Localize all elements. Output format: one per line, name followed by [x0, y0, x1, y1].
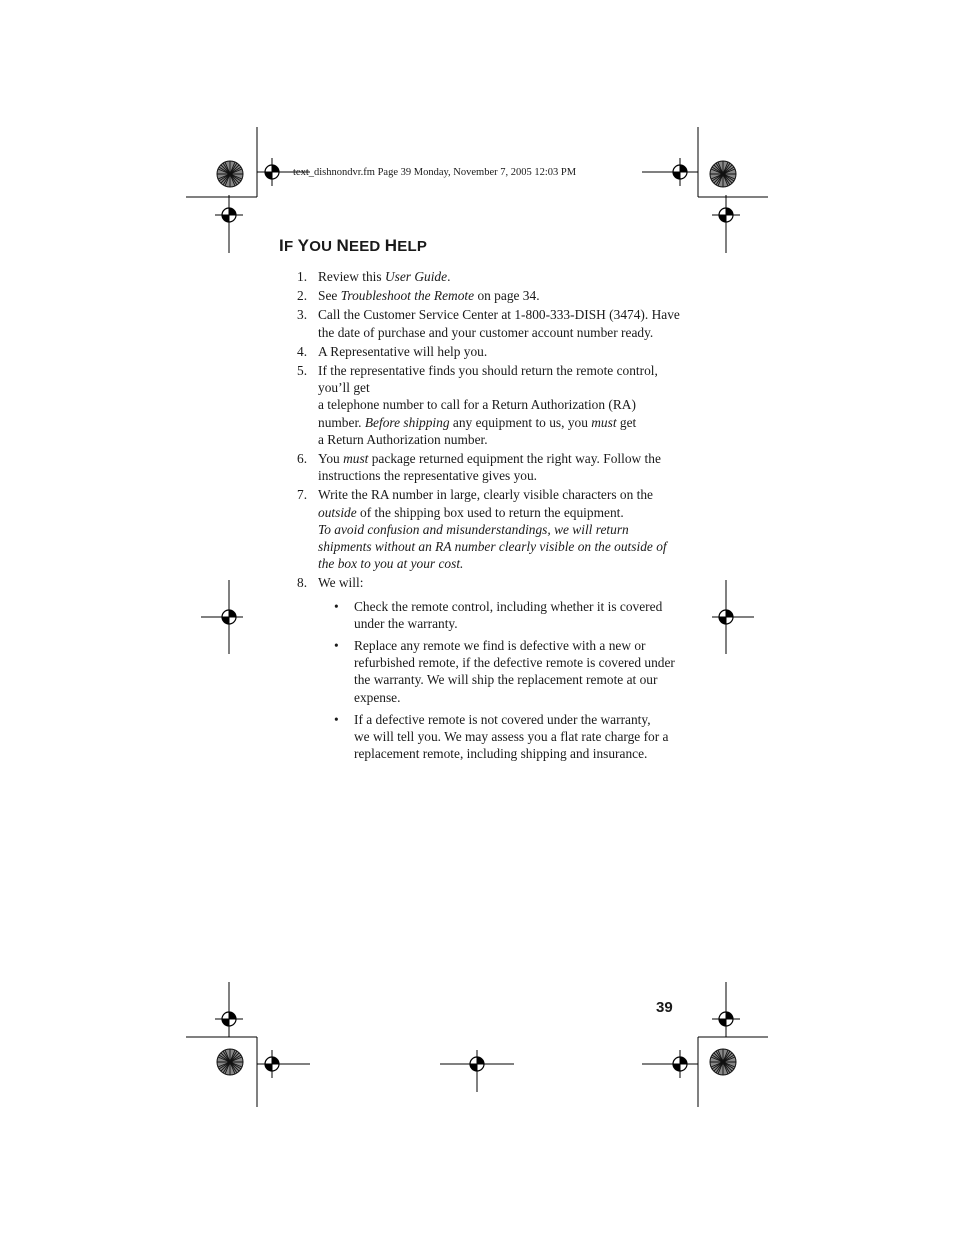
warning-note: To avoid confusion and misunderstandings, we will return shipments without an RA number clearly visible on the outside of the box to you at your cost.: [318, 521, 667, 572]
steps-list: [297, 268, 682, 762]
help-content: [297, 268, 682, 767]
page-number: 39: [656, 999, 673, 1016]
step-item: 6. You must package returned equipment the right way. Follow the instructions the representative gives you.: [297, 451, 661, 484]
step-item: 5. If the representative finds you should return the remote control, you’ll get a telephone number to call for a Return Authorization (RA) number. Before shipping any equipment to us, you must get a Return Authorization number.: [297, 363, 658, 447]
step-item: 4. A Representative will help you.: [297, 343, 488, 359]
section-title: IF YOU NEED HELP: [279, 236, 428, 255]
step-item: 8. We will: • Check the remote control, including whether it is covered under the warranty. • Replace any remote we find is defective with a new or refurbished remote, if the defective remote is covered under the warranty. We will ship the replacement remote at our expense. • If a defective remote is not covered under the warranty, we will tell you. We may assess you a flat rate charge for a replacement remote, including shipping and insurance.: [297, 574, 682, 762]
step-item: 2. See Troubleshoot the Remote on page 34.: [297, 288, 540, 304]
step-item: 3. Call the Customer Service Center at 1-800-333-DISH (3474). Have the date of purchase and your customer account number ready.: [297, 307, 680, 340]
step-item: 7. Write the RA number in large, clearly visible characters on the outside of the shipping box used to return the equipment. To avoid confusion and misunderstandings, we will return shipments without an RA number clearly visible on the outside of the box to you at your cost.: [297, 487, 667, 572]
bullet-item: • Replace any remote we find is defective with a new or refurbished remote, if the defective remote is covered under the warranty. We will ship the replacement remote at our expense.: [334, 638, 675, 705]
step-item: 1. Review this User Guide.: [297, 269, 451, 284]
print-header: text_dishnondvr.fm Page 39 Monday, November 7, 2005 12:03 PM: [293, 167, 577, 178]
we-will-list: [318, 598, 682, 763]
bullet-item: • Check the remote control, including whether it is covered under the warranty.: [334, 598, 663, 631]
bullet-item: • If a defective remote is not covered under the warranty, we will tell you. We may assess you a flat rate charge for a replacement remote, including shipping and insurance.: [334, 711, 669, 762]
